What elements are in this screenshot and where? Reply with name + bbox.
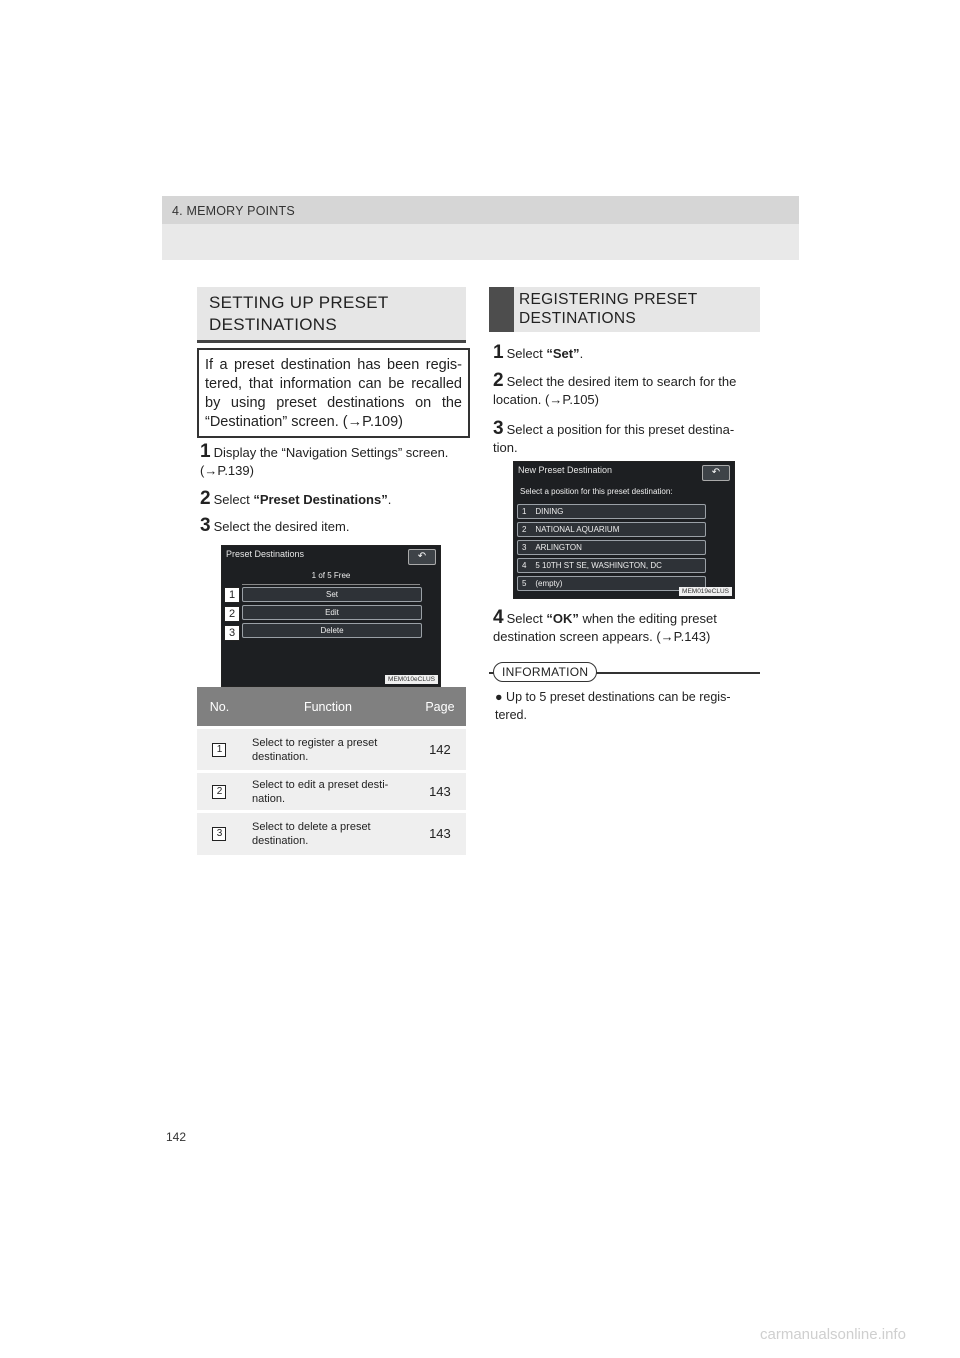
bullet-text: Up to 5 preset destinations can be regis- tered. <box>495 690 731 722</box>
step-number: 2 <box>493 370 504 391</box>
step-number: 4 <box>493 607 504 628</box>
back-arrow-icon[interactable]: ↶ <box>408 549 436 565</box>
row-index: 1 <box>212 743 226 757</box>
slot-label: (empty) <box>535 579 563 588</box>
step-text: Select <box>213 492 254 507</box>
watermark: carmanualsonline.info <box>760 1326 906 1343</box>
step-number: 3 <box>200 515 211 536</box>
row-index: 2 <box>212 785 226 799</box>
preset-slot-4[interactable] <box>517 558 706 573</box>
right-step-4 <box>493 609 759 646</box>
delete-button[interactable]: Delete <box>242 623 422 638</box>
step-text: Select <box>506 611 547 626</box>
right-section-heading <box>489 287 760 332</box>
preset-slot-3[interactable] <box>517 540 706 555</box>
preset-slot-5[interactable] <box>517 576 706 591</box>
right-heading-line2: DESTINATIONS <box>519 310 636 327</box>
slot-label: 5 10TH ST SE, WASHINGTON, DC <box>535 561 662 570</box>
table-row <box>197 728 466 772</box>
step-number: 1 <box>200 441 211 462</box>
step-number: 2 <box>200 488 211 509</box>
step-number: 1 <box>493 342 504 363</box>
page-number: 142 <box>166 1130 187 1144</box>
step-number: 3 <box>493 418 504 439</box>
step-bold: “OK” <box>546 611 579 626</box>
row-page: 143 <box>414 772 466 812</box>
free-count: 1 of 5 Free <box>311 571 351 580</box>
step-text: Select a position for this preset destina- tion. <box>493 422 735 455</box>
intro-text: If a preset destination has been regis- tered, that information can be recalled by using preset destinations on the “Destination” screen. (→P.109) <box>205 357 462 430</box>
step-bold: “Preset Destinations” <box>253 492 388 507</box>
step-text-end: . <box>387 492 392 507</box>
header-function: Function <box>242 687 414 728</box>
information-bullet <box>495 688 757 724</box>
divider <box>242 584 420 585</box>
row-index: 3 <box>212 827 226 841</box>
callout-2: 2 <box>224 606 240 622</box>
step-text-end: . <box>579 346 584 361</box>
right-heading-line1: REGISTERING PRESET <box>519 291 698 308</box>
screen-prompt: Select a position for this preset destination: <box>520 487 673 496</box>
slot-label: NATIONAL AQUARIUM <box>535 525 620 534</box>
row-page: 143 <box>414 812 466 855</box>
callout-1: 1 <box>224 587 240 603</box>
callout-3: 3 <box>224 625 240 641</box>
table-header-row <box>197 687 466 728</box>
edit-button[interactable]: Edit <box>242 605 422 620</box>
left-step-2 <box>200 490 466 509</box>
left-heading-line1: SETTING UP PRESET <box>209 293 389 312</box>
image-code: MEM019eCLUS <box>679 587 732 596</box>
header-no: No. <box>197 687 242 728</box>
preset-destinations-screen <box>221 545 441 687</box>
row-function: Select to register a preset destination. <box>242 728 414 772</box>
step-text: Select the desired item. <box>213 519 350 534</box>
left-step-1 <box>200 443 466 480</box>
header-page: Page <box>414 687 466 728</box>
screen-title: New Preset Destination <box>518 465 613 475</box>
left-step-3 <box>200 517 466 536</box>
slot-number: 1 <box>522 507 527 516</box>
row-function: Select to delete a preset destination. <box>242 812 414 855</box>
information-tag: INFORMATION <box>493 662 597 682</box>
slot-label: ARLINGTON <box>535 543 582 552</box>
function-table <box>197 687 466 855</box>
slot-number: 4 <box>522 561 527 570</box>
right-step-3 <box>493 420 759 457</box>
slot-number: 5 <box>522 579 527 588</box>
step-text: Select the desired item to search for the location. (→P.105) <box>493 374 737 407</box>
right-step-1 <box>493 344 759 363</box>
slot-number: 2 <box>522 525 527 534</box>
intro-box <box>197 348 470 438</box>
screen-title: Preset Destinations <box>226 549 305 559</box>
right-step-2 <box>493 372 759 409</box>
section-label: 4. MEMORY POINTS <box>172 204 295 218</box>
left-heading-line2: DESTINATIONS <box>209 315 337 334</box>
slot-number: 3 <box>522 543 527 552</box>
new-preset-destination-screen <box>513 461 735 599</box>
table-row <box>197 772 466 812</box>
step-bold: “Set” <box>546 346 580 361</box>
bullet-icon: ● <box>495 690 503 704</box>
step-text: Display the “Navigation Settings” screen. (→P.139) <box>200 445 449 478</box>
preset-slot-2[interactable] <box>517 522 706 537</box>
slot-label: DINING <box>535 507 564 516</box>
step-text: Select <box>506 346 547 361</box>
row-function: Select to edit a preset desti- nation. <box>242 772 414 812</box>
left-section-heading <box>197 287 466 343</box>
set-button[interactable]: Set <box>242 587 422 602</box>
step-text-end: when the editing preset destination screen appears. (→P.143) <box>493 611 717 644</box>
heading-accent <box>489 287 514 332</box>
table-row <box>197 812 466 855</box>
preset-slot-1[interactable] <box>517 504 706 519</box>
row-page: 142 <box>414 728 466 772</box>
page-header <box>162 196 799 260</box>
back-arrow-icon[interactable]: ↶ <box>702 465 730 481</box>
image-code: MEM010eCLUS <box>385 675 438 684</box>
